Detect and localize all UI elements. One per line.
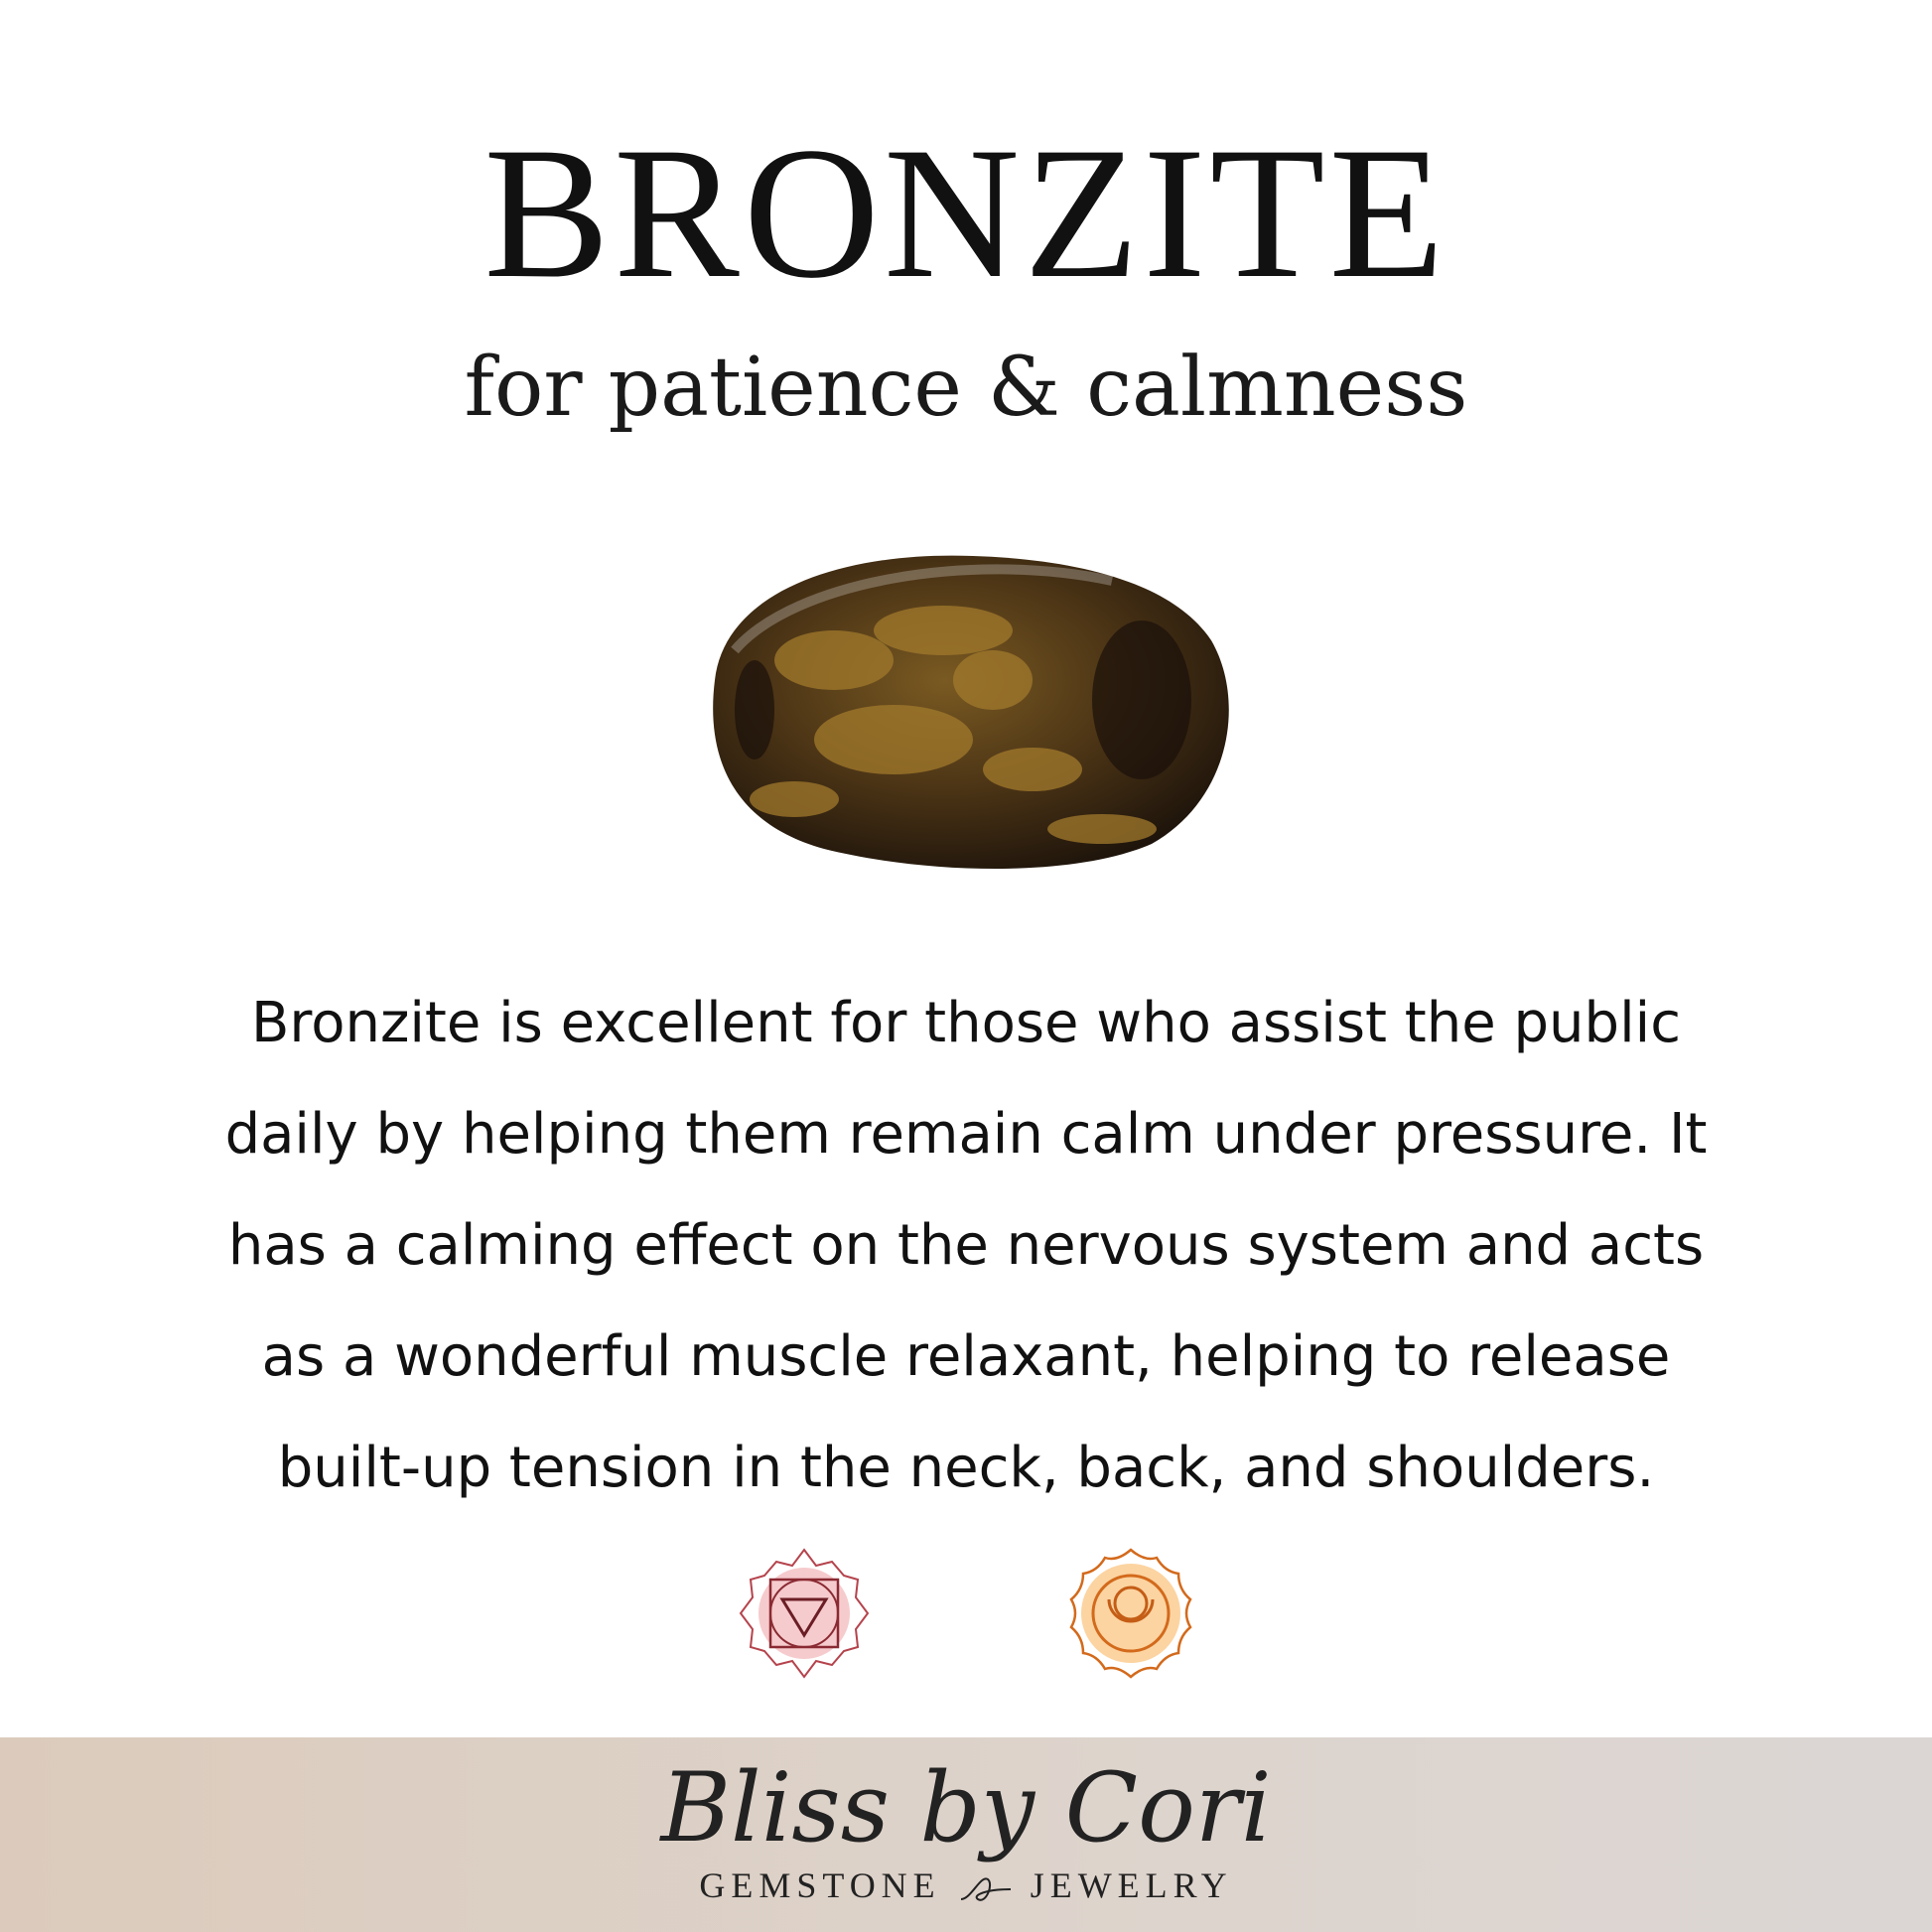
root-chakra-icon <box>735 1544 874 1683</box>
brand-tagline <box>0 1864 1932 1909</box>
description-line: daily by helping them remain calm under pressure. It <box>224 1102 1708 1167</box>
brand-logo: Bliss by Cori <box>660 1752 1272 1863</box>
description-line: as a wonderful muscle relaxant, helping to release <box>261 1324 1671 1389</box>
description-line: built-up tension in the neck, back, and shoulders. <box>277 1436 1655 1500</box>
description-line: Bronzite is excellent for those who assist the public <box>250 991 1681 1055</box>
footer-banner <box>0 1737 1932 1932</box>
tagline-right: JEWELRY <box>1030 1865 1233 1905</box>
bronzite-stone-image <box>675 531 1251 889</box>
sacral-chakra-icon <box>1061 1544 1200 1683</box>
tagline-left: GEMSTONE <box>699 1865 941 1905</box>
description-line: has a calming effect on the nervous system and acts <box>227 1213 1705 1278</box>
flourish-icon <box>956 1869 1016 1909</box>
page-subtitle: for patience & calmness <box>464 341 1468 435</box>
page-title: BRONZITE <box>483 109 1449 318</box>
description-text <box>149 968 1783 1524</box>
